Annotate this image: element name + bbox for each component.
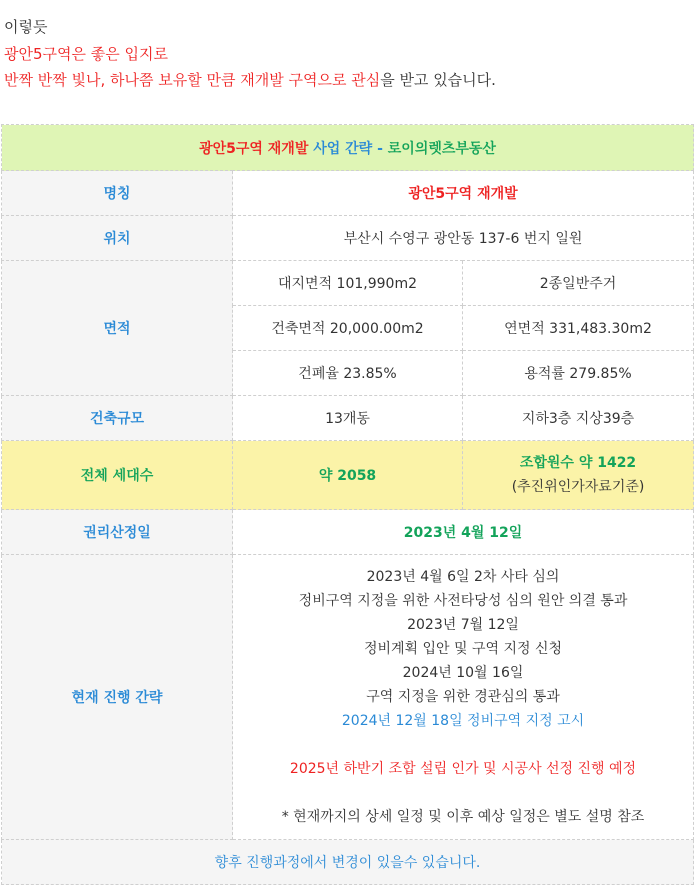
zoning: 2종일반주거 — [463, 261, 694, 306]
progress-spacer — [241, 781, 685, 805]
building-coverage: 건폐율 23.85% — [233, 351, 463, 396]
intro-line-3 — [4, 67, 496, 94]
table-title — [2, 125, 694, 171]
progress-line: 구역 지정을 위한 경관심의 통과 — [366, 689, 560, 705]
table-title-blue: 사업 간략 - — [308, 140, 388, 157]
floor-count: 지하3층 지상39층 — [463, 396, 694, 441]
table-title-green: 로이의렛츠부동산 — [387, 140, 496, 157]
name-label: 명칭 — [2, 171, 233, 216]
progress-line: 정비구역 지정을 위한 사전타당성 심의 원안 의결 통과 — [298, 593, 628, 609]
progress-spacer — [241, 733, 685, 757]
progress-line: 2023년 7월 12일 — [407, 617, 519, 633]
households-total: 약 2058 — [233, 441, 463, 510]
progress-label: 현재 진행 간략 — [2, 555, 233, 840]
building-count: 13개동 — [233, 396, 463, 441]
intro-line-1: 이렇듯 — [4, 18, 48, 36]
scale-label: 건축규모 — [2, 396, 233, 441]
table-footer-note: 향후 진행과정에서 변경이 있을수 있습니다. — [2, 840, 694, 885]
households-label: 전체 세대수 — [2, 441, 233, 510]
intro-line-2: 광안5구역은 좋은 입지로 — [4, 44, 168, 63]
location-value: 부산시 수영구 광안동 137-6 번지 일원 — [233, 216, 694, 261]
progress-line: 2023년 4월 6일 2차 사타 심의 — [366, 569, 560, 585]
progress-highlight-blue: 2024년 12월 18일 정비구역 지정 고시 — [341, 713, 585, 729]
progress-highlight-red: 2025년 하반기 조합 설립 인가 및 시공사 선정 진행 예정 — [289, 761, 637, 777]
rights-date-value: 2023년 4월 12일 — [233, 510, 694, 555]
location-label: 위치 — [2, 216, 233, 261]
building-area: 건축면적 20,000.00m2 — [233, 306, 463, 351]
progress-note: * 현재까지의 상세 일정 및 이후 예상 일정은 별도 설명 참조 — [281, 809, 645, 825]
intro-line-3-highlight: 반짝 반짝 빛나, 하나쯤 보유할 만큼 재개발 구역으로 관심 — [4, 71, 381, 89]
table-title-red: 광안5구역 재개발 — [199, 140, 309, 157]
progress-line: 2024년 10월 16일 — [402, 665, 524, 681]
intro-text — [4, 14, 496, 94]
floor-area: 연면적 331,483.30m2 — [463, 306, 694, 351]
land-area: 대지면적 101,990m2 — [233, 261, 463, 306]
progress-details — [233, 555, 694, 840]
members-cell — [463, 441, 694, 510]
intro-line-3-rest: 을 받고 있습니다. — [380, 71, 496, 89]
progress-line: 정비계획 입안 및 구역 지정 신청 — [363, 641, 563, 657]
rights-date-label: 권리산정일 — [2, 510, 233, 555]
members-note: (추진위인가자료기준) — [511, 479, 645, 495]
area-label: 면적 — [2, 261, 233, 396]
floor-area-ratio: 용적률 279.85% — [463, 351, 694, 396]
name-value: 광안5구역 재개발 — [233, 171, 694, 216]
project-summary-table — [1, 124, 694, 885]
members-count: 조합원수 약 1422 — [519, 455, 637, 471]
